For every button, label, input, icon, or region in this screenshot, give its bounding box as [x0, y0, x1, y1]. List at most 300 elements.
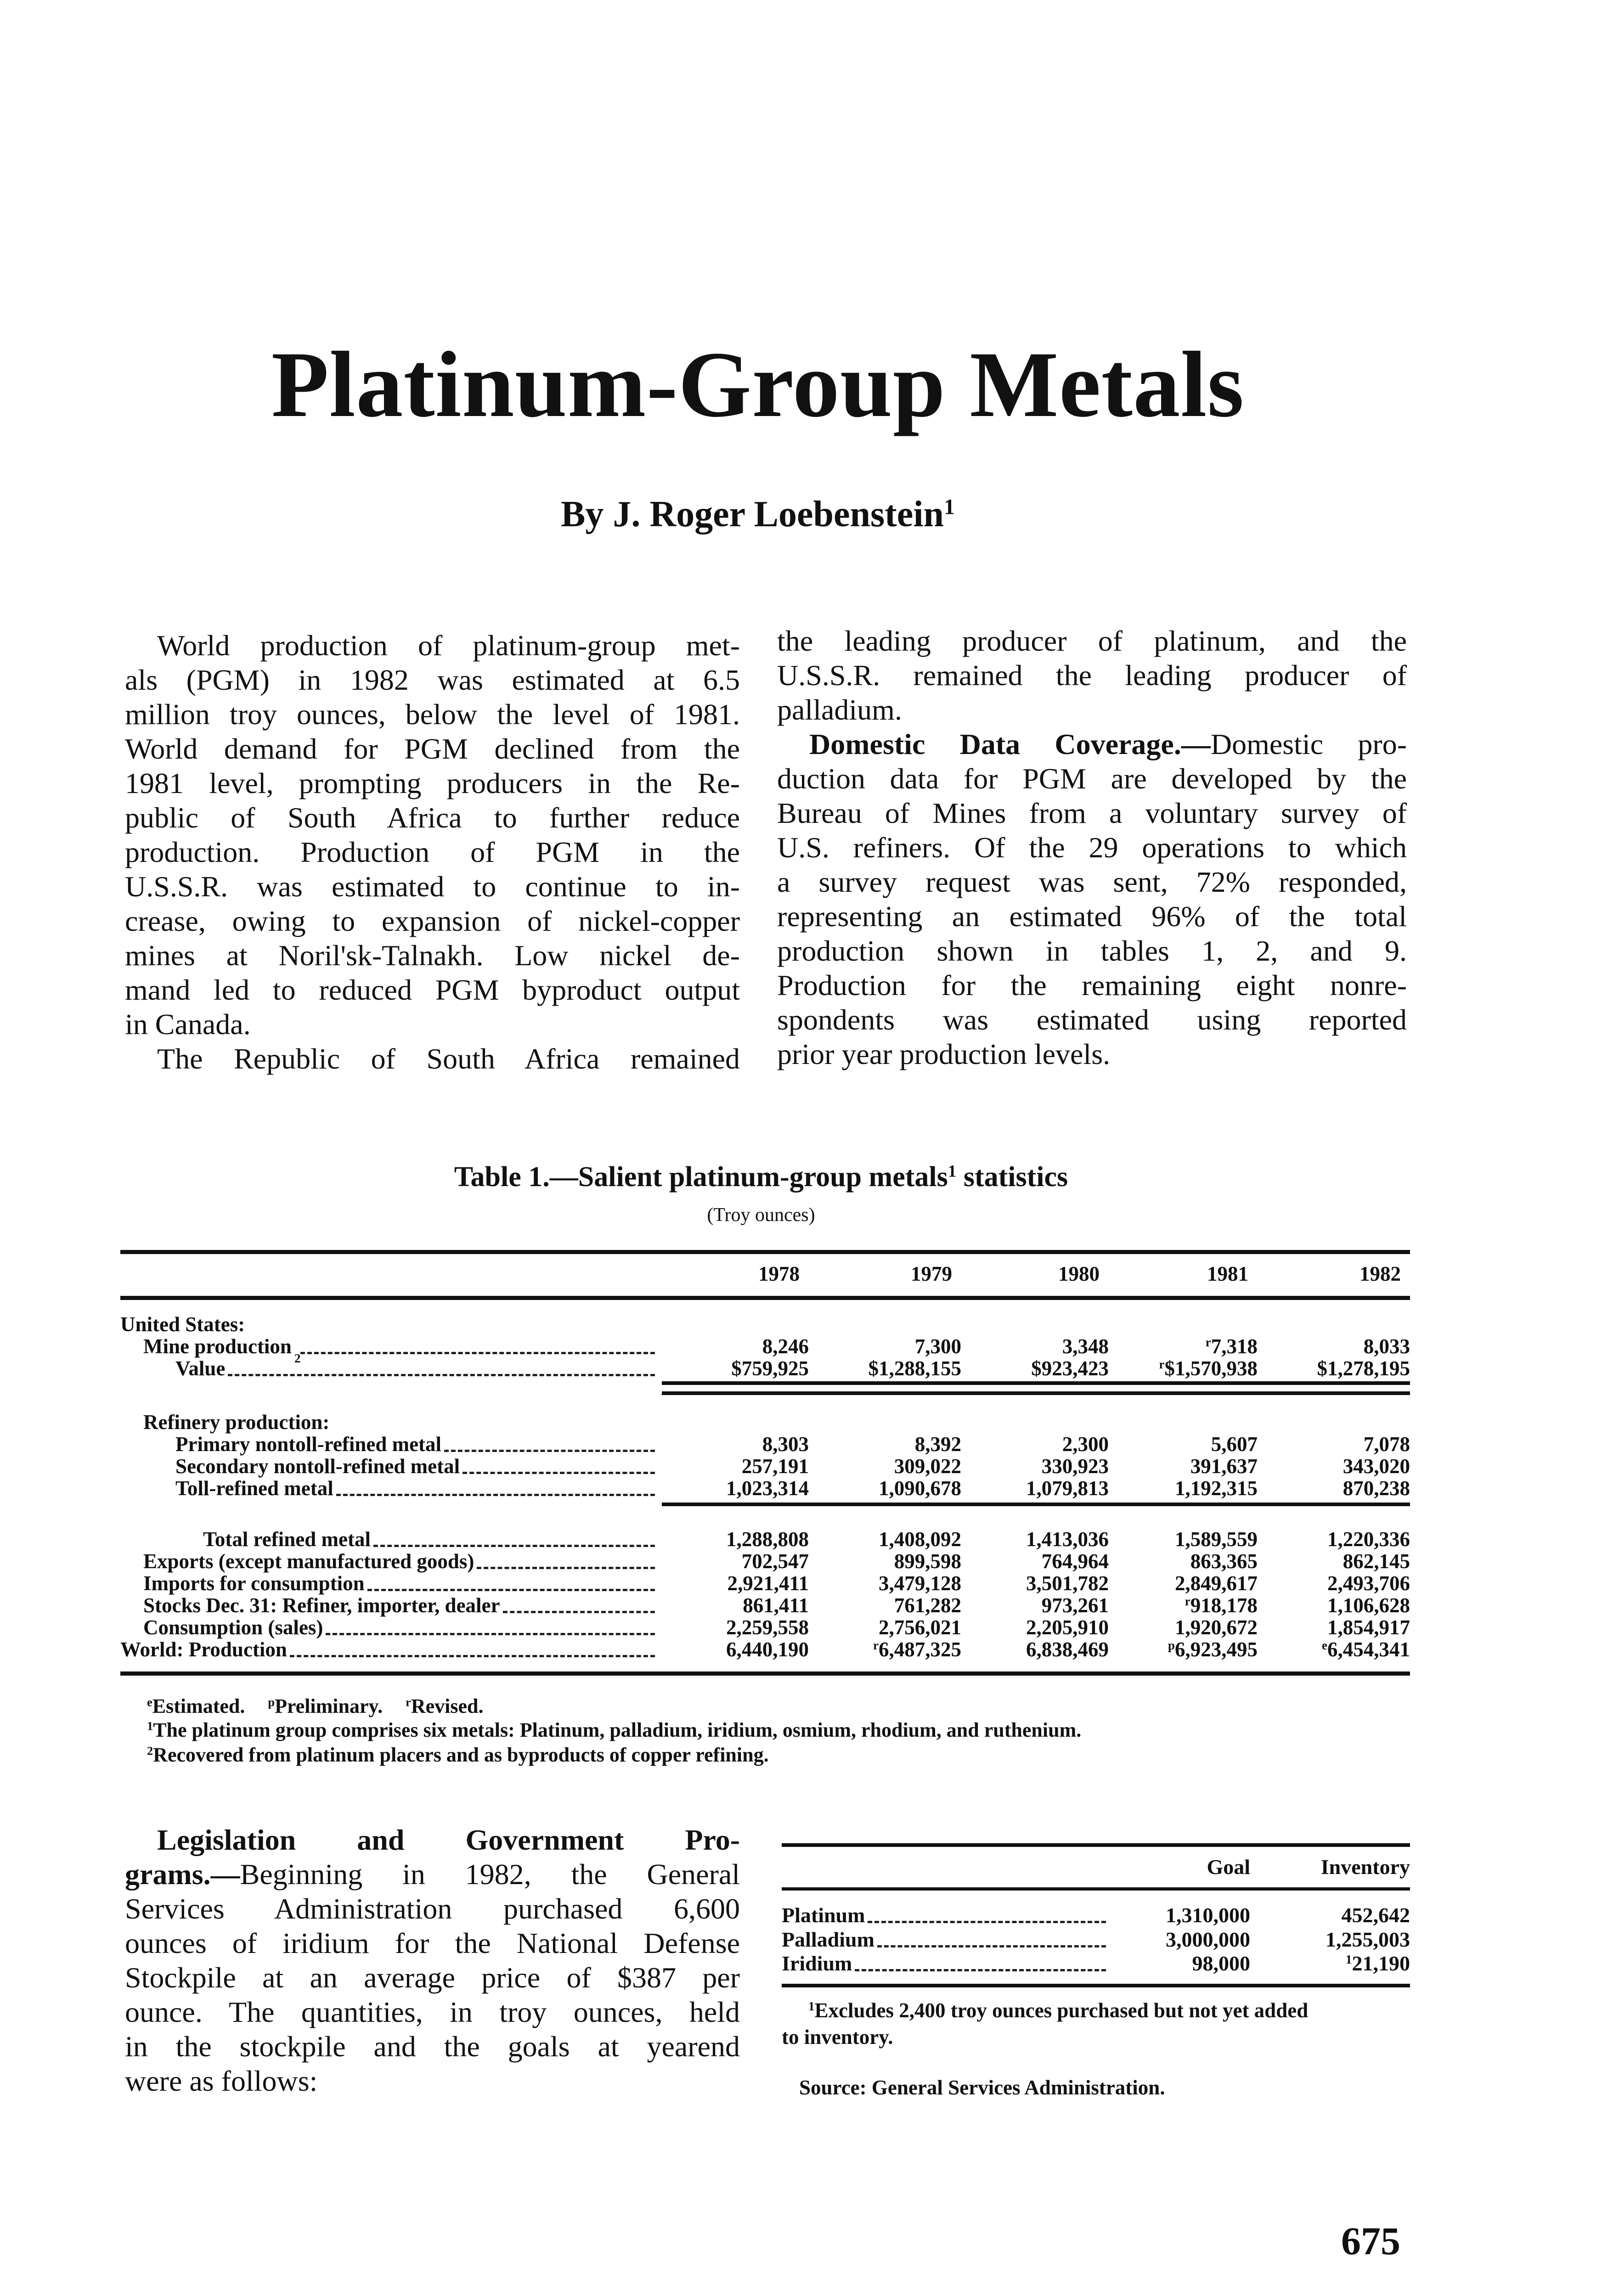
row-label-text: World: Production — [120, 1638, 287, 1661]
text-line — [125, 732, 740, 766]
table-cell — [661, 1454, 809, 1478]
table-cell — [961, 1638, 1109, 1661]
table-cell — [1109, 1593, 1258, 1617]
text-line — [125, 938, 740, 973]
text-line — [125, 628, 740, 663]
table-cell — [961, 1571, 1109, 1595]
text-line — [777, 1002, 1407, 1037]
text-line — [125, 2029, 740, 2063]
author: By J. Roger Loebenstein — [560, 494, 944, 535]
line-text: prior year production levels. — [777, 1038, 1111, 1070]
inventory-value: 1,255,003 — [1326, 1928, 1410, 1951]
rule — [662, 1391, 1410, 1395]
rule — [120, 1296, 1410, 1300]
footnote-mark: 1 — [147, 1719, 153, 1733]
table-row — [120, 1617, 1410, 1639]
row-label — [120, 1410, 661, 1434]
table-cell — [1109, 1527, 1258, 1551]
year-header: 1978 — [758, 1262, 800, 1285]
table-row — [120, 1412, 1410, 1434]
footnote-part — [147, 1695, 245, 1717]
bold-run: Domestic Data Coverage.— — [809, 728, 1211, 760]
line-text: Beginning in 1982, the General — [240, 1858, 740, 1891]
table1-title-note: 1 — [948, 1162, 957, 1181]
row-label-text: Total refined metal — [203, 1528, 371, 1551]
table-cell — [1109, 1454, 1258, 1478]
text-line — [125, 904, 740, 938]
table-row — [120, 1573, 1410, 1595]
dot-leader — [373, 1545, 655, 1547]
table-row — [120, 1358, 1410, 1380]
row-label — [120, 1615, 661, 1639]
text-line — [777, 658, 1407, 692]
inventory-value: 452,642 — [1341, 1903, 1410, 1927]
text-line — [777, 865, 1407, 899]
table-cell — [1258, 1638, 1410, 1661]
row-label: Mine production 2 — [120, 1334, 661, 1358]
row-label — [120, 1571, 661, 1595]
footnote-text: Recovered from platinum placers and as byproducts of copper refining. — [153, 1744, 769, 1766]
text-line — [125, 1007, 740, 1041]
cell-value: 1,106,628 — [1327, 1594, 1410, 1617]
table-cell — [809, 1356, 961, 1380]
line-text: representing an estimated 96% of the total — [777, 900, 1407, 933]
inventory-cell — [1250, 1927, 1410, 1952]
year-header: 1982 — [1359, 1262, 1401, 1285]
cell-value: 1,920,672 — [1175, 1616, 1258, 1639]
cell-value: 861,411 — [743, 1594, 809, 1617]
table-cell — [809, 1549, 961, 1573]
table-row — [120, 1335, 1410, 1365]
cell-value: 3,479,128 — [879, 1572, 961, 1595]
table1-title — [0, 1161, 1522, 1193]
footnote-part — [147, 1744, 769, 1766]
intro-left-column — [125, 628, 740, 1076]
text-line — [777, 692, 1407, 727]
row-label — [120, 1638, 661, 1661]
table-cell — [1258, 1454, 1410, 1478]
cell-value: 1,589,559 — [1175, 1528, 1258, 1551]
table-cell — [809, 1432, 961, 1456]
cell-value: 702,547 — [741, 1550, 809, 1573]
inventory-cell — [1250, 1951, 1410, 1975]
cell-value: 343,020 — [1343, 1455, 1410, 1478]
table-cell — [661, 1638, 809, 1661]
cell-value: 870,238 — [1343, 1477, 1410, 1500]
year-header: 1980 — [1058, 1262, 1100, 1285]
cell-value: 8,246 — [762, 1335, 809, 1358]
footnote-mark: r — [406, 1695, 411, 1709]
cell-value: 2,849,617 — [1175, 1572, 1258, 1595]
line-text: Services Administration purchased 6,600 — [125, 1892, 740, 1925]
cell-value: 3,348 — [1062, 1335, 1109, 1358]
row-label-text: Iridium — [782, 1952, 852, 1975]
line-text: ounces of iridium for the National Defense — [125, 1927, 740, 1959]
line-text: were as follows: — [125, 2065, 318, 2097]
line-text: mand led to reduced PGM byproduct output — [125, 974, 740, 1006]
table-row — [120, 1434, 1410, 1456]
cell-value: 862,145 — [1343, 1550, 1410, 1573]
table1-header — [120, 1264, 1410, 1286]
table-cell — [1258, 1615, 1410, 1639]
row-label-text: Exports (except manufactured goods) — [143, 1550, 474, 1573]
cell-value: 2,205,910 — [1026, 1616, 1109, 1639]
cell-value: 973,261 — [1041, 1594, 1109, 1617]
table-cell — [961, 1615, 1109, 1639]
footnote-text: Estimated. — [152, 1695, 245, 1717]
table-cell — [1258, 1571, 1410, 1595]
dot-leader — [855, 1969, 1106, 1971]
footnote-text: The platinum group comprises six metals: Platinum, palladium, iridium, osmium, rhodium, and ruthenium. — [153, 1719, 1082, 1741]
row-label-text: Consumption (sales) — [143, 1616, 323, 1639]
table-row — [120, 1478, 1410, 1500]
table-cell — [809, 1638, 961, 1661]
table-row — [120, 1529, 1410, 1551]
cell-value: 330,923 — [1041, 1455, 1109, 1478]
text-line — [777, 934, 1407, 968]
table-cell — [661, 1334, 809, 1358]
row-label — [120, 1527, 661, 1551]
text-line — [125, 766, 740, 800]
table-cell — [1109, 1476, 1258, 1500]
cell-value: 6,838,469 — [1026, 1638, 1109, 1661]
table-cell — [809, 1571, 961, 1595]
table-cell — [661, 1549, 809, 1573]
cell-value: 1,090,678 — [879, 1477, 961, 1500]
line-text: palladium. — [777, 693, 902, 726]
cell-value: 899,598 — [894, 1550, 961, 1573]
text-line — [125, 1960, 740, 1994]
table-cell — [809, 1527, 961, 1551]
row-label — [782, 1927, 1112, 1952]
table-cell — [961, 1476, 1109, 1500]
row-label-text: Primary nontoll-refined metal — [175, 1433, 442, 1456]
table-cell — [961, 1334, 1109, 1358]
cell-mark: r — [1205, 1335, 1211, 1350]
line-text: 1981 level, prompting producers in the Re- — [125, 767, 740, 799]
table-cell — [1109, 1356, 1258, 1380]
text-line — [125, 697, 740, 732]
footnote — [147, 1718, 1081, 1742]
footnote-mark: 1 — [808, 1999, 815, 2014]
footnote-mark: p — [268, 1695, 275, 1709]
dot-leader — [290, 1655, 655, 1657]
dot-leader — [444, 1450, 655, 1452]
table-row — [120, 1456, 1410, 1478]
cell-mark: e — [1322, 1638, 1327, 1653]
cell-value: 1,408,092 — [879, 1528, 961, 1551]
rule — [662, 1503, 1410, 1506]
table-cell — [961, 1527, 1109, 1551]
footnote-text: Revised. — [411, 1695, 484, 1717]
footnote — [147, 1743, 769, 1767]
table-cell — [1258, 1549, 1410, 1573]
cell-value: $1,278,195 — [1317, 1357, 1410, 1380]
text-line — [125, 835, 740, 869]
cell-value: 1,192,315 — [1175, 1477, 1258, 1500]
line-text: U.S.S.R. was estimated to continue to in- — [125, 870, 740, 903]
line-text: production. Production of PGM in the — [125, 836, 740, 868]
row-label-text: Imports for consumption — [143, 1572, 365, 1595]
cell-value: 863,365 — [1190, 1550, 1258, 1573]
line-text: Domestic pro- — [1210, 728, 1407, 760]
cell-mark: r — [1159, 1357, 1165, 1372]
header-inventory: Inventory — [1320, 1855, 1410, 1879]
table-cell — [961, 1549, 1109, 1573]
line-text: U.S.S.R. remained the leading producer of — [777, 659, 1407, 692]
cell-mark: p — [1168, 1638, 1175, 1653]
rule — [782, 1887, 1410, 1891]
dot-leader — [326, 1633, 655, 1635]
line-text: spondents was estimated using reported — [777, 1003, 1407, 1036]
table-cell — [1258, 1527, 1410, 1551]
line-text: U.S. refiners. Of the 29 operations to which — [777, 831, 1407, 864]
stockpile-footnote-cont: to inventory. — [782, 2026, 893, 2048]
text-line — [125, 2063, 740, 2098]
text-line — [777, 830, 1407, 865]
cell-value: 6,454,341 — [1327, 1638, 1410, 1661]
footnote-text: Preliminary. — [275, 1695, 383, 1717]
cell-value: 8,033 — [1363, 1335, 1410, 1358]
page-title: Platinum-Group Metals — [271, 332, 1245, 437]
line-text: public of South Africa to further reduce — [125, 801, 740, 834]
text-line — [777, 968, 1407, 1002]
line-text: a survey request was sent, 72% responded, — [777, 866, 1407, 898]
footnote-part — [147, 1719, 1081, 1741]
cell-mark: r — [1185, 1594, 1190, 1609]
stockpile-footnote — [808, 1998, 1308, 2022]
text-line — [125, 869, 740, 904]
table-cell — [1109, 1432, 1258, 1456]
table-cell — [1109, 1615, 1258, 1639]
dot-leader — [300, 1352, 655, 1354]
cell-value: 8,392 — [914, 1433, 961, 1456]
dot-leader — [463, 1472, 655, 1474]
table-cell — [1258, 1432, 1410, 1456]
cell-value: 257,191 — [741, 1455, 809, 1478]
cell-value: 1,079,813 — [1026, 1477, 1109, 1500]
table-cell — [961, 1432, 1109, 1456]
table-row — [120, 1595, 1410, 1617]
table-cell — [661, 1476, 809, 1500]
table1-units: (Troy ounces) — [707, 1204, 815, 1226]
cell-value: 761,282 — [894, 1594, 961, 1617]
cell-value: 7,300 — [914, 1335, 961, 1358]
line-text: World production of platinum-group met- — [157, 629, 740, 662]
table-cell — [661, 1356, 809, 1380]
text-line — [777, 1037, 1407, 1071]
bold-run: grams.— — [125, 1858, 240, 1891]
table-cell — [961, 1593, 1109, 1617]
cell-value: $1,288,155 — [868, 1357, 961, 1380]
row-label-text: Mine production — [143, 1335, 292, 1358]
footnote — [147, 1694, 483, 1718]
text-line — [125, 1041, 740, 1076]
inventory-note: 1 — [1345, 1952, 1352, 1966]
row-label-text: United States: — [120, 1313, 245, 1336]
text-line — [125, 973, 740, 1007]
line-text: million troy ounces, below the level of 1981. — [125, 698, 740, 731]
text-line — [777, 899, 1407, 934]
row-label — [120, 1593, 661, 1617]
line-text: crease, owing to expansion of nickel-copper — [125, 905, 740, 937]
text-line — [125, 663, 740, 697]
row-label — [120, 1454, 661, 1478]
line-text: production shown in tables 1, 2, and 9. — [777, 934, 1407, 967]
table-cell — [661, 1571, 809, 1595]
inventory-cell — [1250, 1903, 1410, 1927]
table-cell — [1258, 1593, 1410, 1617]
cell-value: 6,487,325 — [879, 1638, 961, 1661]
rule — [120, 1671, 1410, 1676]
text-line — [777, 761, 1407, 796]
line-text: duction data for PGM are developed by the — [777, 762, 1407, 795]
rule — [120, 1250, 1410, 1254]
intro-right-column — [777, 624, 1407, 1071]
cell-value: 764,964 — [1041, 1550, 1109, 1573]
stockpile-header — [782, 1855, 1410, 1879]
footnote-part — [406, 1695, 483, 1717]
cell-value: $1,570,938 — [1164, 1357, 1258, 1380]
cell-value: 2,756,021 — [879, 1616, 961, 1639]
table-row — [120, 1314, 1410, 1336]
cell-value: 309,022 — [894, 1455, 961, 1478]
stockpile-row — [782, 1928, 1410, 1952]
cell-value: 6,440,190 — [726, 1638, 809, 1661]
row-label — [782, 1951, 1112, 1975]
line-text: Stockpile at an average price of $387 per — [125, 1961, 740, 1994]
dot-leader — [503, 1611, 655, 1613]
table-cell — [809, 1334, 961, 1358]
byline — [0, 494, 1516, 535]
table-row — [120, 1551, 1410, 1573]
row-label-text: Platinum — [782, 1903, 865, 1927]
row-label — [120, 1356, 661, 1380]
line-text: Production for the remaining eight nonre- — [777, 969, 1407, 1002]
year-header: 1981 — [1207, 1262, 1248, 1285]
goal-value: 98,000 — [1192, 1952, 1250, 1975]
table-cell — [1109, 1638, 1258, 1661]
table1-title-text: Table 1.—Salient platinum-group metals — [454, 1161, 948, 1193]
cell-value: 2,259,558 — [726, 1616, 809, 1639]
row-label — [782, 1903, 1112, 1927]
row-label-text: Stocks Dec. 31: Refiner, importer, dealer — [143, 1594, 500, 1617]
row-label-text: Value — [175, 1357, 226, 1380]
dot-leader — [228, 1374, 655, 1376]
table-cell — [661, 1527, 809, 1551]
table-cell — [961, 1454, 1109, 1478]
stockpile-row — [782, 1903, 1410, 1927]
table-cell — [809, 1476, 961, 1500]
text-line — [125, 1891, 740, 1925]
author-footnote-mark: 1 — [944, 495, 955, 519]
table-cell — [961, 1356, 1109, 1380]
row-label-text: Palladium — [782, 1928, 874, 1951]
table-cell — [1258, 1356, 1410, 1380]
cell-value: 2,921,411 — [727, 1572, 809, 1595]
footnote-text: Excludes 2,400 troy ounces purchased but not yet added — [814, 1999, 1309, 2022]
text-line — [777, 796, 1407, 830]
cell-value: 1,854,917 — [1327, 1616, 1410, 1639]
cell-mark: r — [873, 1638, 879, 1653]
row-label — [120, 1549, 661, 1573]
cell-value: 5,607 — [1211, 1433, 1258, 1456]
table-cell — [661, 1615, 809, 1639]
cell-value: 7,078 — [1363, 1433, 1410, 1456]
header-goal: Goal — [1207, 1855, 1250, 1879]
dot-leader — [477, 1567, 655, 1569]
row-label — [120, 1432, 661, 1456]
line-text: ounce. The quantities, in troy ounces, held — [125, 1996, 740, 2028]
text-line — [777, 624, 1407, 658]
cell-value: 1,288,808 — [726, 1528, 809, 1551]
dot-leader — [336, 1494, 655, 1496]
cell-value: 1,023,314 — [726, 1477, 809, 1500]
line-text: in the stockpile and the goals at yearend — [125, 2030, 740, 2063]
stockpile-row — [782, 1952, 1410, 1975]
dot-leader — [868, 1921, 1106, 1923]
table-cell — [1109, 1334, 1258, 1358]
text-line — [125, 1857, 740, 1891]
table-cell — [1258, 1476, 1410, 1500]
cell-value: 1,220,336 — [1327, 1528, 1410, 1551]
footnote-mark: 2 — [147, 1744, 153, 1758]
line-text: the leading producer of platinum, and the — [777, 625, 1407, 657]
row-label-text: Secondary nontoll-refined metal — [175, 1455, 460, 1478]
cell-value: 2,493,706 — [1327, 1572, 1410, 1595]
table-cell — [809, 1593, 961, 1617]
rule — [662, 1381, 1410, 1385]
cell-value: 1,413,036 — [1026, 1528, 1109, 1551]
goal-value: 3,000,000 — [1166, 1928, 1250, 1951]
inventory-value: 21,190 — [1352, 1952, 1410, 1975]
table-cell — [809, 1615, 961, 1639]
line-text: als (PGM) in 1982 was estimated at 6.5 — [125, 664, 740, 696]
cell-value: $759,925 — [731, 1357, 809, 1380]
row-label-text: Refinery production: — [143, 1411, 330, 1434]
cell-value: 918,178 — [1190, 1594, 1258, 1617]
cell-value: 391,637 — [1190, 1455, 1258, 1478]
table-cell — [809, 1454, 961, 1478]
cell-value: 2,300 — [1062, 1433, 1109, 1456]
line-text: mines at Noril'sk-Talnakh. Low nickel de- — [125, 939, 740, 972]
table-cell — [1258, 1334, 1410, 1358]
table-row — [120, 1639, 1410, 1661]
cell-value: 3,501,782 — [1026, 1572, 1109, 1595]
goal-value: 1,310,000 — [1166, 1903, 1250, 1927]
text-line — [125, 800, 740, 835]
stockpile-source: Source: General Services Administration. — [799, 2076, 1165, 2099]
rule — [782, 1843, 1410, 1847]
bold-run: Legislation and Government Pro- — [157, 1823, 740, 1856]
row-label — [120, 1476, 661, 1500]
cell-value: 6,923,495 — [1175, 1638, 1258, 1661]
line-text: The Republic of South Africa remained — [157, 1042, 740, 1075]
cell-value: 8,303 — [762, 1433, 809, 1456]
footnote-mark: e — [147, 1695, 152, 1709]
line-text: World demand for PGM declined from the — [125, 732, 740, 765]
table-cell — [1109, 1549, 1258, 1573]
table-cell — [661, 1432, 809, 1456]
line-text: Bureau of Mines from a voluntary survey of — [777, 797, 1407, 829]
row-label-text: Toll-refined metal — [175, 1477, 333, 1500]
year-header: 1979 — [911, 1262, 952, 1285]
line-text: in Canada. — [125, 1008, 251, 1041]
dot-leader — [877, 1945, 1106, 1947]
rule — [782, 1984, 1410, 1987]
page-number: 675 — [1341, 2219, 1400, 2263]
footnote-part — [268, 1695, 383, 1717]
